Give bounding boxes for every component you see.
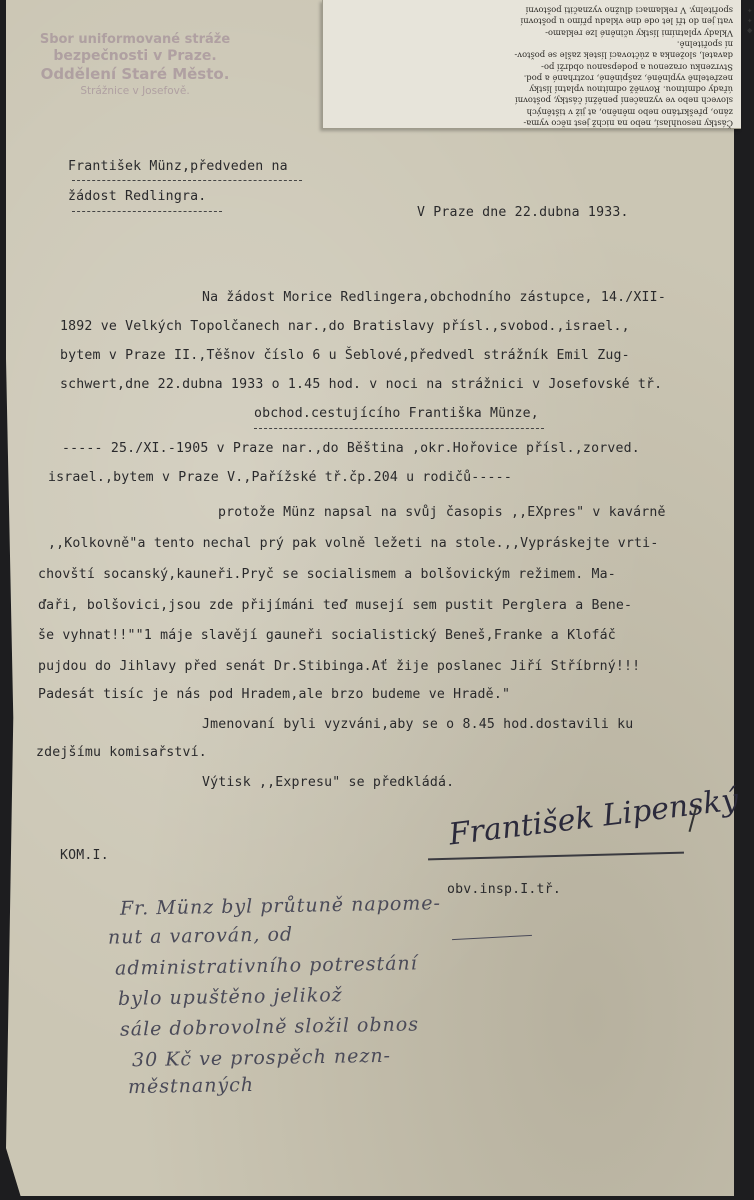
slip-line: slovech nebo ve vyznačení peněžní částky, poštovní (515, 95, 733, 106)
body-line: zdejšímu komisařství. (36, 745, 207, 760)
slip-line: ní spořitelně. (676, 39, 733, 50)
signer-title: obv.insp.I.tř. (447, 882, 561, 897)
underline (72, 211, 222, 212)
underline (254, 428, 544, 429)
body-line: ďaři, bolšovici,jsou zde přijímáni teď musejí sem pustit Perglera a Bene- (38, 598, 633, 613)
slip-ornament-icon: ✦ ✦ ◆ (747, 6, 754, 36)
body-line: 1892 ve Velkých Topolčanech nar.,do Bratislavy přísl.,svobod.,israel., (60, 319, 630, 334)
body-line: še vyhnat!!""1 máje slavějí gauneři socialistický Beneš,Franke a Klofáč (38, 628, 616, 643)
slip-line: záno, přeškrtáno nebo měněno, at již v tištěných (526, 106, 733, 117)
slip-line: Stvrzenku orazenou a podepsanou obdrží po- (541, 61, 733, 72)
slip-line: vati jen do tří let ode dne vkladu přímo u poštovní (520, 16, 733, 27)
slip-line: nezřetelně vyplněné, zašpiněné, roztrhané a pod. (523, 73, 733, 84)
slip-line: Vklady vplatními lístky učiněné lze reklamo- (545, 27, 733, 38)
body-line: ----- 25./XI.-1905 v Praze nar.,do Běština ,okr.Hořovice přísl.,zorved. (62, 441, 640, 456)
handwritten-line: administrativního potrestání (114, 952, 418, 980)
slip-text (329, 4, 733, 128)
signature: František Lipenský (446, 782, 741, 853)
subject-line: František Münz,předveden na (68, 159, 288, 174)
handwritten-line: nut a varován, od (107, 923, 294, 949)
body-line: Jmenovaní byli vyzváni,aby se o 8.45 hod.dostavili ku (202, 717, 634, 732)
body-line: Výtisk ,,Expresu" se předkládá. (202, 775, 455, 790)
body-line: pujdou do Jihlavy před senát Dr.Stibinga.Ať žije poslanec Jiří Stříbrný!!! (38, 659, 641, 674)
underline (72, 180, 302, 181)
slip-line: úřady odmítnou. Rovněž odmítnou vplatní lístky (529, 84, 733, 95)
slip-line: Částky nesouhlasí, nebo na nichž jest něco vyma- (523, 118, 733, 129)
stamp-line: Strážnice v Josefově. (80, 85, 190, 97)
office-stamp (30, 32, 240, 99)
handwritten-line: bylo upuštěno jelikož (117, 984, 343, 1010)
handwritten-line: městnaných (127, 1073, 255, 1099)
handwritten-line: sále dobrovolně složil obnos (119, 1013, 420, 1041)
body-line: israel.,bytem v Praze V.,Pařížské tř.čp.204 u rodičů----- (48, 470, 512, 485)
body-line: ,,Kolkovně"a tento nechal prý pak volně ležeti na stole.,,Vypráskejte vrti- (48, 536, 659, 551)
body-line: protože Münz napsal na svůj časopis ,,EXpres" v kavárně (218, 505, 666, 520)
stamp-line: bezpečnosti v Praze. (53, 48, 217, 64)
body-line: bytem v Praze II.,Těšnov číslo 6 u Šeblové,předvedl strážník Emil Zug- (60, 348, 630, 363)
stamp-line: Sbor uniformované stráže (39, 32, 231, 47)
attached-notice-slip (322, 0, 754, 129)
subject-line: žádost Redlingra. (68, 189, 207, 204)
body-line: schwert,dne 22.dubna 1933 o 1.45 hod. v noci na strážnici v Josefovské tř. (60, 377, 663, 392)
stamp-line: Oddělení Staré Město. (40, 65, 230, 83)
body-line: chovští socanský,kauneři.Pryč se socialismem a bolšovickým režimem. Ma- (38, 567, 616, 582)
body-line: Na žádost Morice Redlingera,obchodního zástupce, 14./XII- (202, 290, 666, 305)
body-line: Padesát tisíc je nás pod Hradem,ale brzo budeme ve Hradě." (38, 687, 511, 702)
document-date: V Praze dne 22.dubna 1933. (417, 205, 629, 220)
handwritten-line: 30 Kč ve prospěch nezn- (131, 1044, 392, 1072)
handwritten-line: Fr. Münz byl průtuně napome- (119, 892, 442, 920)
body-line: obchod.cestujícího Františka Münze, (254, 406, 539, 421)
slip-line: davatel, složenka a zúčtovací lístek zašle se poštov- (514, 50, 733, 61)
kom-label: KOM.I. (60, 848, 109, 863)
slip-line: spořitelny. V reklamaci dlužno vyznačiti poštovní (525, 5, 733, 16)
